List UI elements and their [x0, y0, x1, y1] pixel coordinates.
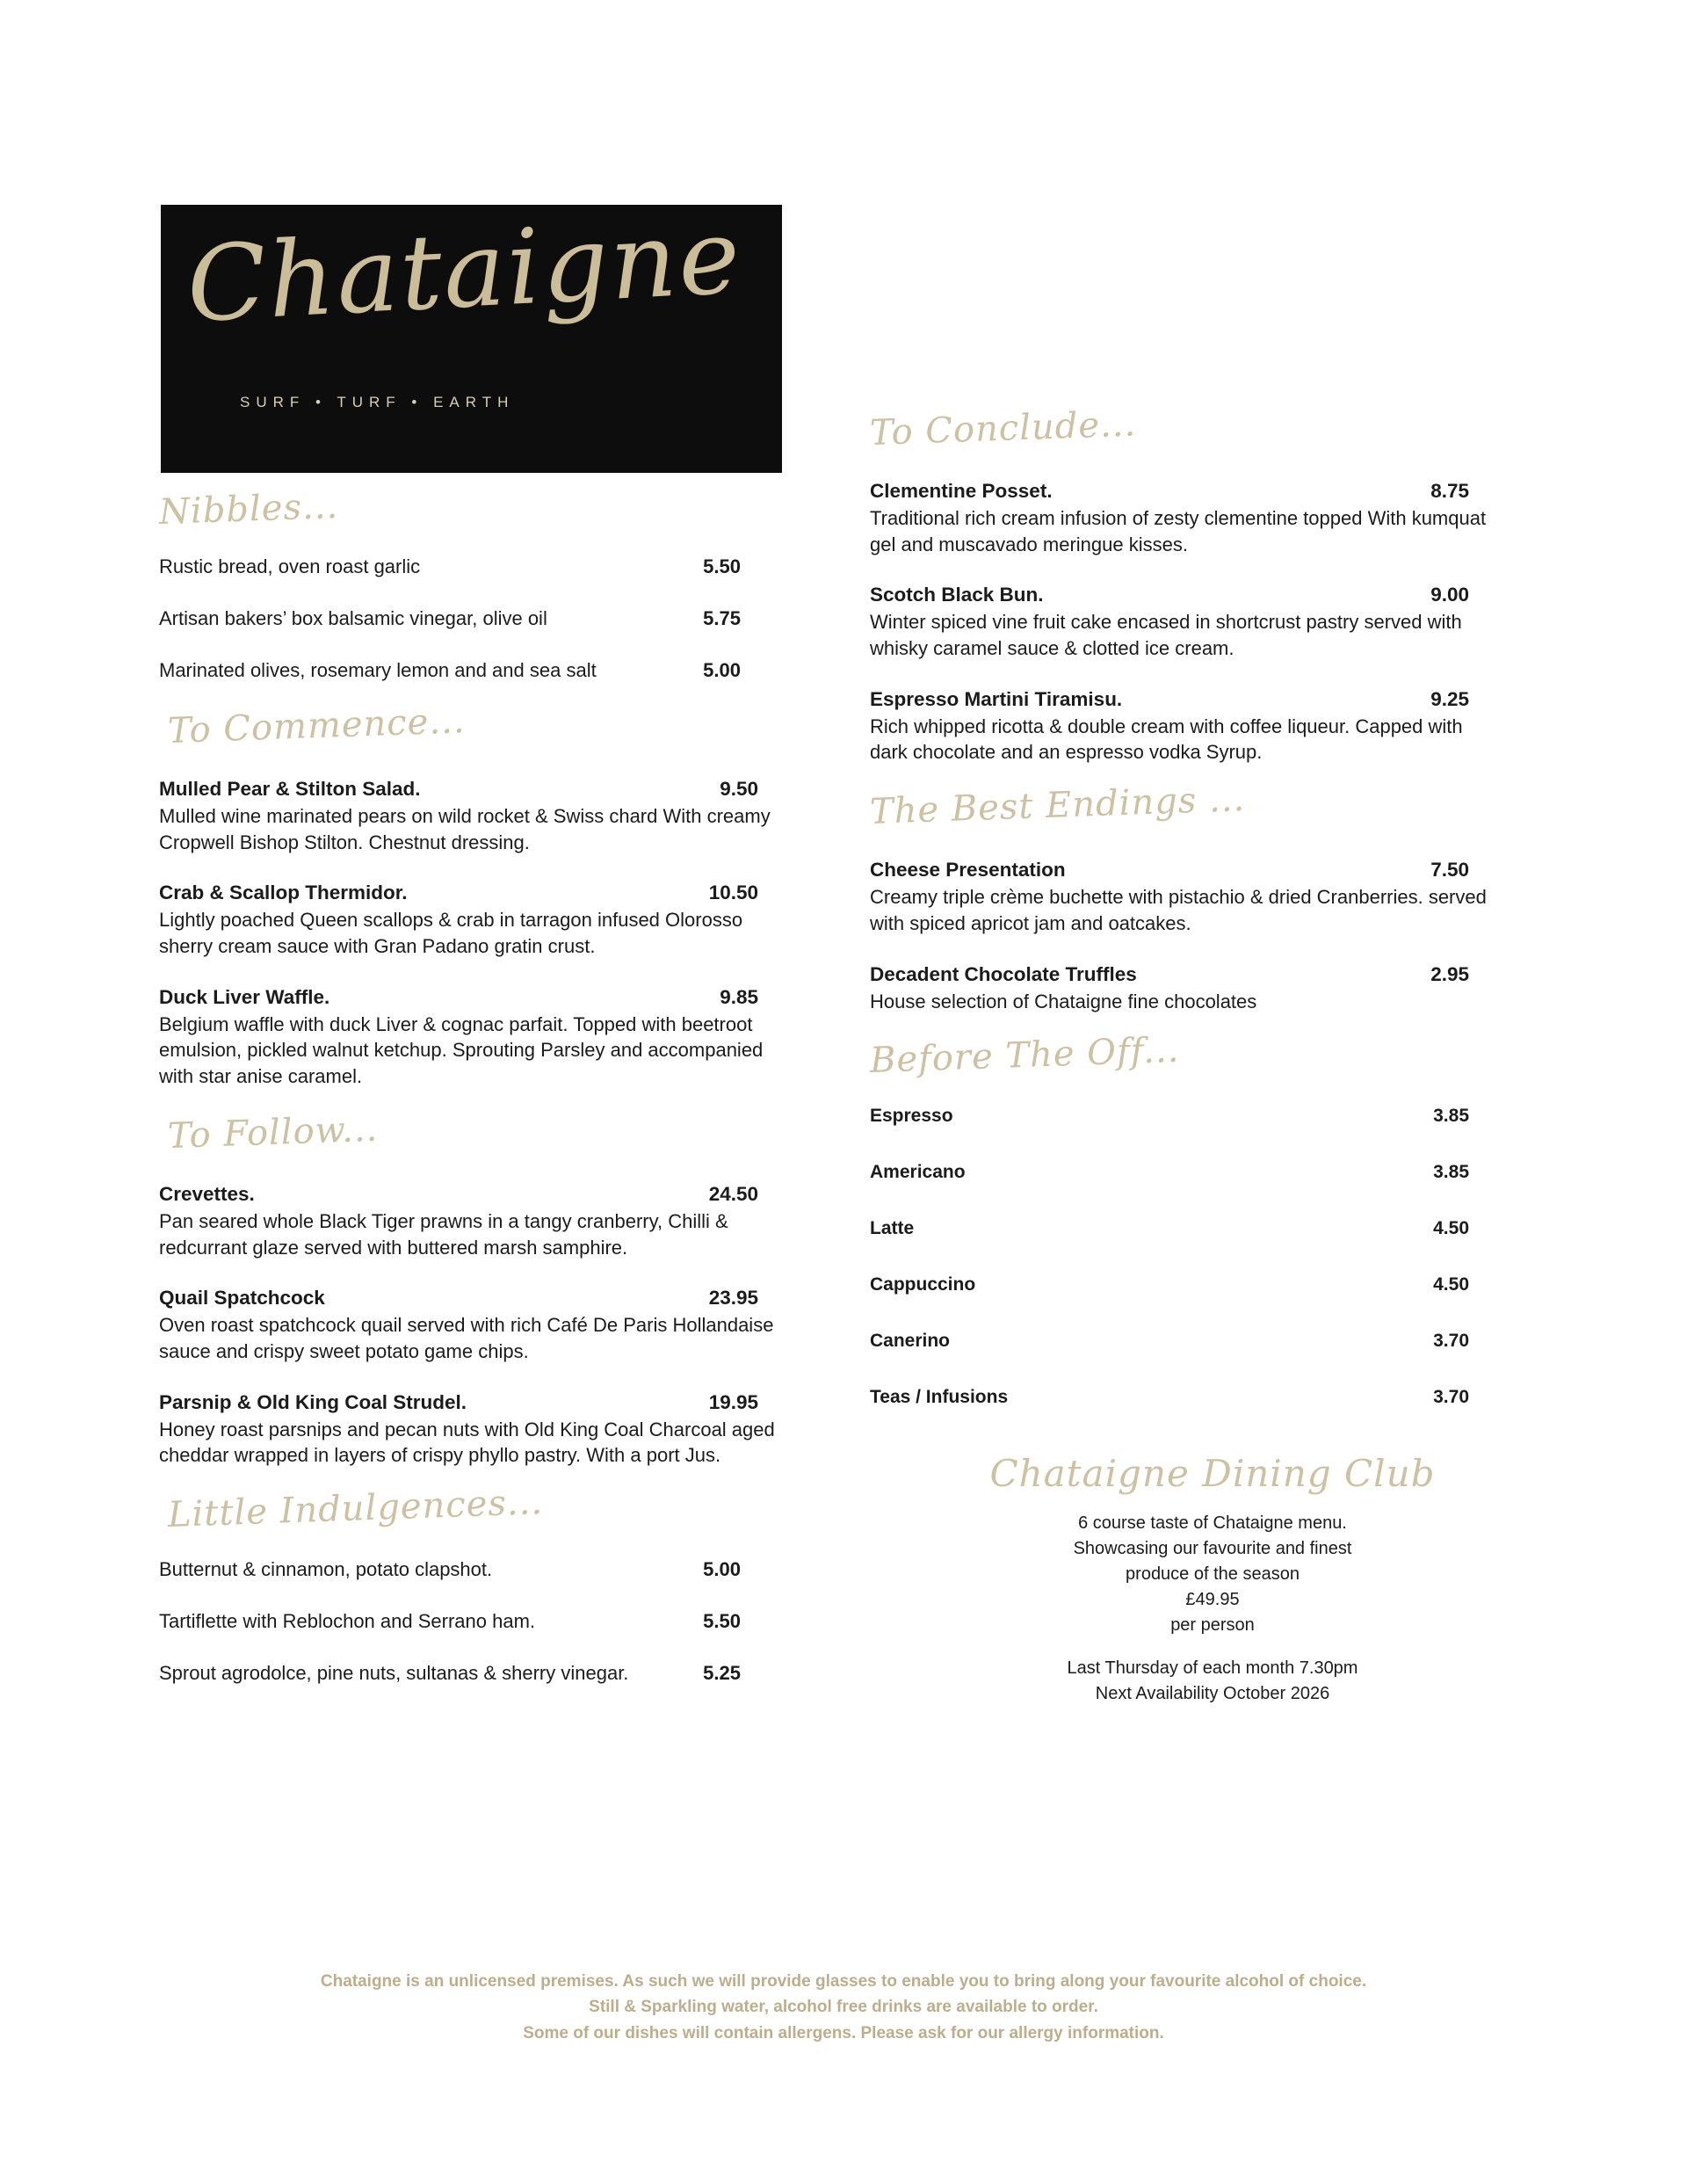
dish-description: Winter spiced vine fruit cake encased in shortcrust pastry served with whisky caramel sauce & clotted ice cream. — [870, 611, 1462, 660]
section-heading: Little Indulgences... — [167, 1482, 544, 1535]
dining-club-line3: produce of the season — [1126, 1564, 1300, 1585]
item-name: Tartiflette with Reblochon and Serrano ham. — [159, 1609, 536, 1632]
dish-name: Duck Liver Waffle. — [159, 985, 330, 1008]
dish-name: Cheese Presentation — [870, 859, 1066, 882]
item-price: 5.50 — [703, 555, 741, 577]
dish-name: Decadent Chocolate Truffles — [870, 962, 1137, 985]
dish-price: 7.50 — [1430, 859, 1469, 882]
item-price: 5.75 — [703, 607, 741, 629]
dish-price: 9.00 — [1430, 584, 1469, 606]
section-to-conclude — [869, 403, 1502, 765]
section-heading: Nibbles... — [158, 485, 339, 533]
section-to-commence — [159, 700, 792, 1090]
list-item — [159, 1610, 792, 1633]
dish-price: 8.75 — [1430, 480, 1469, 502]
list-item — [159, 607, 792, 630]
simple-item-list — [159, 555, 792, 682]
dish-list — [870, 859, 1502, 1014]
dish-item — [159, 1287, 792, 1364]
dish-item — [870, 584, 1502, 661]
section-heading: The Best Endings ... — [869, 779, 1246, 833]
brand-name: Chataigne — [184, 195, 745, 345]
dish-name: Scotch Black Bun. — [870, 584, 1044, 606]
brand-tagline: SURF • TURF • EARTH — [240, 394, 515, 410]
item-price: 5.25 — [703, 1661, 741, 1684]
item-price: 5.00 — [703, 659, 741, 681]
dish-item — [159, 882, 792, 959]
dining-club-availability: Next Availability October 2026 — [1095, 1684, 1330, 1704]
list-item — [870, 1162, 1502, 1183]
section-heading: To Follow... — [167, 1108, 379, 1157]
item-name: Americano — [870, 1162, 966, 1183]
item-price: 5.00 — [703, 1557, 741, 1580]
dish-price: 9.50 — [720, 778, 758, 800]
section-before-the-off — [869, 1029, 1502, 1408]
dish-name: Mulled Pear & Stilton Salad. — [159, 778, 421, 800]
dish-price: 24.50 — [708, 1182, 758, 1205]
list-item — [870, 1387, 1502, 1408]
item-name: Marinated olives, rosemary lemon and and sea salt — [159, 659, 597, 681]
item-name: Canerino — [870, 1331, 951, 1352]
list-item — [159, 555, 792, 578]
dish-price: 2.95 — [1430, 962, 1469, 985]
dish-item — [870, 963, 1502, 1015]
right-column — [869, 403, 1502, 1707]
dish-price: 9.85 — [720, 985, 758, 1008]
item-name: Artisan bakers’ box balsamic vinegar, olive oil — [159, 607, 547, 629]
item-name: Rustic bread, oven roast garlic — [159, 555, 421, 577]
item-price: 3.85 — [1433, 1162, 1469, 1183]
dining-club-schedule: Last Thursday of each month 7.30pm — [1067, 1658, 1358, 1679]
dish-list — [159, 778, 792, 1090]
dish-name: Crevettes. — [159, 1182, 255, 1205]
footer-notice — [0, 1969, 1687, 2046]
section-heading: To Conclude... — [869, 403, 1137, 453]
item-price: 3.85 — [1433, 1106, 1469, 1127]
dining-club-line2: Showcasing our favourite and finest — [1073, 1539, 1352, 1559]
dish-price: 9.25 — [1430, 687, 1469, 710]
item-name: Cappuccino — [870, 1274, 976, 1295]
list-item — [870, 1106, 1502, 1127]
dish-list — [159, 1183, 792, 1469]
section-heading: To Commence... — [167, 700, 467, 751]
section-best-endings — [869, 779, 1502, 1014]
list-item — [159, 1558, 792, 1581]
simple-item-list — [159, 1558, 792, 1685]
dish-item — [159, 1391, 792, 1469]
footer-line-2: Still & Sparkling water, alcohol free drinks are available to order. — [589, 1998, 1098, 2017]
list-item — [870, 1218, 1502, 1239]
dining-club-block — [923, 1452, 1502, 1707]
dish-description: Pan seared whole Black Tiger prawns in a tangy cranberry, Chilli & redcurrant glaze served with buttered marsh samphire. — [159, 1209, 728, 1259]
left-column — [158, 485, 792, 1714]
dining-club-title: Chataigne Dining Club — [989, 1452, 1436, 1496]
dish-item — [870, 859, 1502, 936]
list-item — [159, 659, 792, 682]
dish-list — [870, 480, 1502, 765]
dish-name: Crab & Scallop Thermidor. — [159, 882, 408, 904]
drinks-list — [870, 1106, 1502, 1408]
list-item — [870, 1274, 1502, 1295]
dish-name: Clementine Posset. — [870, 480, 1053, 502]
item-name: Teas / Infusions — [870, 1387, 1009, 1408]
item-price: 3.70 — [1433, 1387, 1469, 1408]
section-to-follow — [159, 1108, 792, 1469]
dish-price: 10.50 — [708, 882, 758, 904]
dish-description: Lightly poached Queen scallops & crab in tarragon infused Olorosso sherry cream sauce with Gran Padano gratin crust. — [159, 909, 743, 958]
item-price: 4.50 — [1433, 1218, 1469, 1239]
dish-description: Honey roast parsnips and pecan nuts with Old King Coal Charcoal aged cheddar wrapped in layers of crispy phyllo pastry. With a port Jus. — [159, 1418, 775, 1467]
section-heading: Before The Off... — [869, 1029, 1181, 1082]
dining-club-per-person: per person — [1170, 1615, 1255, 1636]
dish-description: Belgium waffle with duck Liver & cognac parfait. Topped with beetroot emulsion, pickled walnut ketchup. Sprouting Parsley and accompanied with star anise caramel. — [159, 1012, 764, 1088]
dish-description: Oven roast spatchcock quail served with rich Café De Paris Hollandaise sauce and crispy sweet potato game chips. — [159, 1314, 774, 1362]
footer-line-1: Chataigne is an unlicensed premises. As such we will provide glasses to enable you to bring along your favourite alcohol of choice. — [320, 1972, 1367, 1991]
item-name: Sprout agrodolce, pine nuts, sultanas & sherry vinegar. — [159, 1661, 629, 1684]
item-price: 5.50 — [703, 1609, 741, 1632]
dish-description: Mulled wine marinated pears on wild rocket & Swiss chard With creamy Cropwell Bishop Stilton. Chestnut dressing. — [159, 805, 771, 853]
item-name: Latte — [870, 1218, 915, 1239]
dish-name: Parsnip & Old King Coal Strudel. — [159, 1390, 467, 1413]
dish-item — [870, 480, 1502, 557]
dish-price: 19.95 — [708, 1390, 758, 1413]
dish-description: Rich whipped ricotta & double cream with coffee liqueur. Capped with dark chocolate and an espresso vodka Syrup. — [870, 715, 1463, 764]
dish-price: 23.95 — [708, 1287, 758, 1310]
dish-item — [159, 1183, 792, 1260]
dish-description: House selection of Chataigne fine chocolates — [870, 990, 1257, 1012]
dish-item — [159, 986, 792, 1090]
item-price: 4.50 — [1433, 1274, 1469, 1295]
item-name: Espresso — [870, 1106, 953, 1127]
list-item — [870, 1331, 1502, 1352]
dining-club-price: £49.95 — [1185, 1590, 1240, 1610]
dish-description: Creamy triple crème buchette with pistachio & dried Cranberries. served with spiced apricot jam and oatcakes. — [870, 886, 1487, 934]
item-name: Butternut & cinnamon, potato clapshot. — [159, 1557, 493, 1580]
dining-club-line1: 6 course taste of Chataigne menu. — [1078, 1513, 1347, 1534]
dish-name: Espresso Martini Tiramisu. — [870, 687, 1123, 710]
dish-item — [870, 688, 1502, 765]
section-little-indulgences — [159, 1482, 792, 1685]
section-nibbles — [158, 485, 792, 682]
dish-item — [159, 778, 792, 855]
logo-block — [161, 195, 782, 473]
item-price: 3.70 — [1433, 1331, 1469, 1352]
dish-description: Traditional rich cream infusion of zesty clementine topped With kumquat gel and muscavado meringue kisses. — [870, 507, 1487, 555]
list-item — [159, 1662, 792, 1685]
footer-line-3: Some of our dishes will contain allergens. Please ask for our allergy information. — [523, 2023, 1164, 2043]
dish-name: Quail Spatchcock — [159, 1287, 325, 1310]
